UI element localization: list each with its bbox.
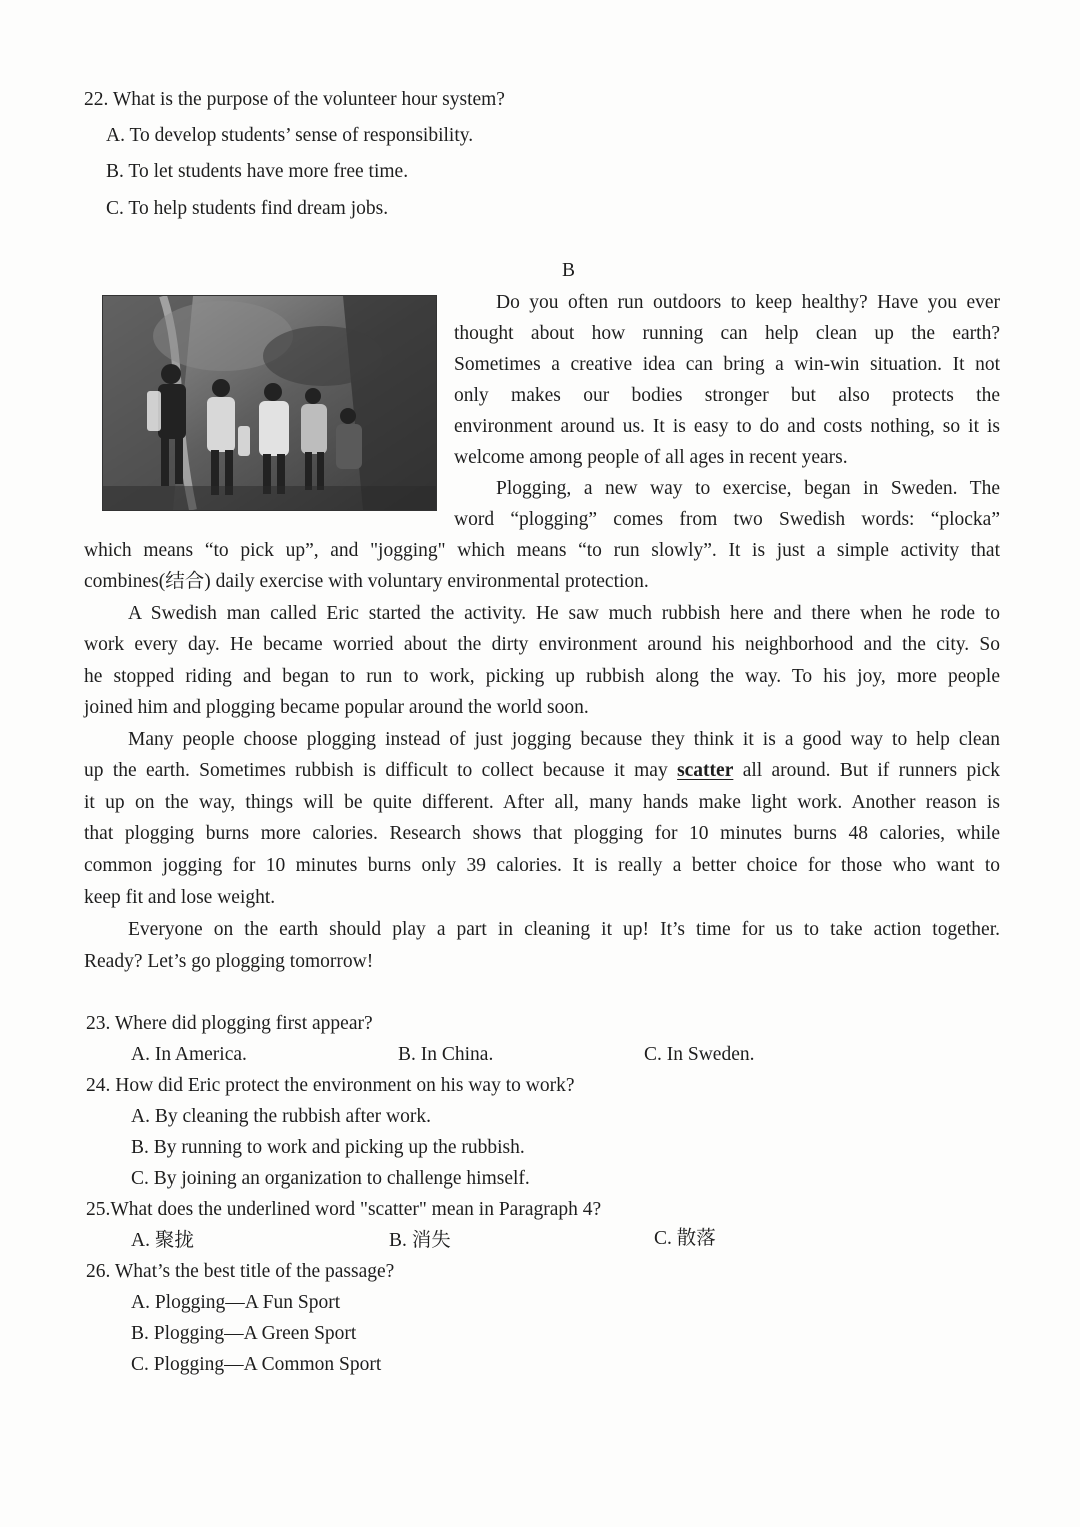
- p4-line-2-before: up the earth. Sometimes rubbish is difficult to collect because it may: [84, 760, 668, 781]
- p3-line-2: work every day. He became worried about the dirty environment around his neighborhood and the city. So: [84, 634, 1000, 655]
- q26-option-b: B. Plogging—A Green Sport: [131, 1323, 357, 1344]
- q23-option-c: C. In Sweden.: [644, 1044, 755, 1065]
- p3-line-1: A Swedish man called Eric started the activity. He saw much rubbish here and there when he rode to: [128, 603, 1000, 624]
- q23-option-b: B. In China.: [398, 1044, 494, 1065]
- p2-line-1: Plogging, a new way to exercise, began in Sweden. The: [496, 478, 1000, 499]
- p4-line-2-after: all around. But if runners pick: [742, 760, 1001, 781]
- p3-line-3: he stopped riding and began to run to work, picking up rubbish along the way. To his joy, more people: [84, 666, 1000, 687]
- plogging-photo: [102, 295, 437, 511]
- q22-option-b: B. To let students have more free time.: [106, 161, 409, 182]
- q24-option-b: B. By running to work and picking up the rubbish.: [131, 1137, 525, 1158]
- p1-line-4: only makes our bodies stronger but also protects the: [454, 385, 1000, 406]
- p1-line-6: welcome among people of all ages in recent years.: [454, 447, 848, 468]
- q24-option-a: A. By cleaning the rubbish after work.: [131, 1106, 432, 1127]
- q22-option-a: A. To develop students’ sense of responsibility.: [106, 125, 474, 146]
- question-25: 25.What does the underlined word "scatter" mean in Paragraph 4?: [86, 1199, 602, 1220]
- p2-line-4: combines(结合) daily exercise with voluntary environmental protection.: [84, 571, 649, 592]
- q25-option-a: A. 聚拢: [131, 1230, 194, 1251]
- p5-line-2: Ready? Let’s go plogging tomorrow!: [84, 951, 374, 972]
- p4-line-6: keep fit and lose weight.: [84, 887, 276, 908]
- q22-option-c: C. To help students find dream jobs.: [106, 198, 389, 219]
- p5-line-1: Everyone on the earth should play a part in cleaning it up! It’s time for us to take action together.: [128, 919, 1000, 940]
- p4-line-2: [84, 758, 1000, 784]
- question-26: 26. What’s the best title of the passage?: [86, 1261, 395, 1282]
- q24-option-c: C. By joining an organization to challenge himself.: [131, 1168, 530, 1189]
- p4-line-5: common jogging for 10 minutes burns only 39 calories. It is really a better choice for those who want to: [84, 855, 1000, 876]
- q23-option-a: A. In America.: [131, 1044, 247, 1065]
- q26-option-a: A. Plogging—A Fun Sport: [131, 1292, 341, 1313]
- p4-line-1: Many people choose plogging instead of just jogging because they think it is a good way to help clean: [128, 729, 1000, 750]
- q25-option-c: C. 散落: [654, 1228, 716, 1249]
- underlined-word-scatter: scatter: [677, 760, 734, 781]
- p4-line-4: that plogging burns more calories. Research shows that plogging for 10 minutes burns 48 calories, while: [84, 823, 1000, 844]
- p1-line-5: environment around us. It is easy to do and costs nothing, so it is: [454, 416, 1000, 437]
- p4-line-3: it up on the way, things will be quite different. After all, many hands make light work. Another reason is: [84, 792, 1000, 813]
- question-23: 23. Where did plogging first appear?: [86, 1013, 373, 1034]
- section-heading: B: [562, 260, 576, 281]
- question-22: 22. What is the purpose of the volunteer hour system?: [84, 89, 505, 110]
- p2-line-2: word “plogging” comes from two Swedish words: “plocka”: [454, 509, 1000, 530]
- p1-line-1: Do you often run outdoors to keep healthy? Have you ever: [496, 292, 1000, 313]
- p1-line-3: Sometimes a creative idea can bring a win-win situation. It not: [454, 354, 1000, 375]
- question-24: 24. How did Eric protect the environment on his way to work?: [86, 1075, 575, 1096]
- q26-option-c: C. Plogging—A Common Sport: [131, 1354, 382, 1375]
- q25-option-b: B. 消失: [389, 1230, 451, 1251]
- p2-line-3: which means “to pick up”, and "jogging" which means “to run slowly”. It is just a simple activity that: [84, 540, 1000, 561]
- p3-line-4: joined him and plogging became popular around the world soon.: [84, 697, 589, 718]
- p1-line-2: thought about how running can help clean up the earth?: [454, 323, 1000, 344]
